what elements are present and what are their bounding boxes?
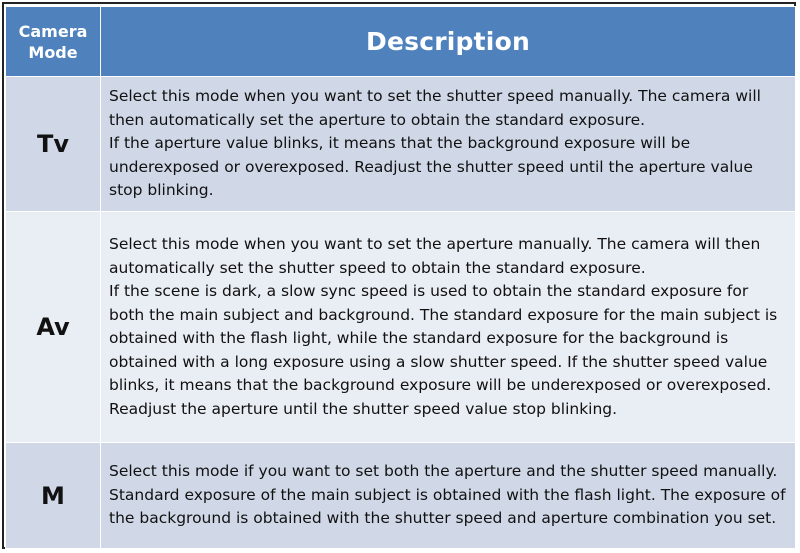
description-text: Select this mode when you want to set the shutter speed manually. The camera will then automatically set the aperture to obtain the standard exposure. [109,87,761,129]
description-text: Select this mode when you want to set the aperture manually. The camera will then automatically set the shutter speed to obtain the standard exposure. [109,235,761,277]
header-camera-mode-label: Camera Mode [18,21,88,62]
mode-cell: M [6,443,101,549]
camera-mode-table [5,6,796,549]
mode-cell: Av [6,212,101,443]
description-text: If the scene is dark, a slow sync speed is used to obtain the standard exposure for both the main subject and background. The standard exposure for the main subject is obtained with the flash light, while the standard exposure for the background is obtained with a long exposure using a slow shutter speed. If the shutter speed value blinks, it means that the background exposure will be underexposed or overexposed. Readjust the aperture until the shutter speed value stop blinking. [109,282,778,418]
mode-cell: Tv [6,77,101,212]
description-cell [101,443,796,549]
description-cell [101,77,796,212]
header-camera-mode [6,7,101,77]
table-header-row [6,7,796,77]
table-row [6,212,796,443]
table-row [6,77,796,212]
header-description-label: Description [366,27,530,56]
description-cell [101,212,796,443]
description-text: If the aperture value blinks, it means that the background exposure will be underexposed or overexposed. Readjust the shutter speed until the aperture value stop blinking. [109,134,753,200]
description-text: Select this mode if you want to set both the aperture and the shutter speed manually. Standard exposure of the main subject is obtained with the flash light. The exposure of the background is obtained with the shutter speed and aperture combination you set. [109,462,786,528]
header-description [101,7,796,77]
table-row [6,443,796,549]
